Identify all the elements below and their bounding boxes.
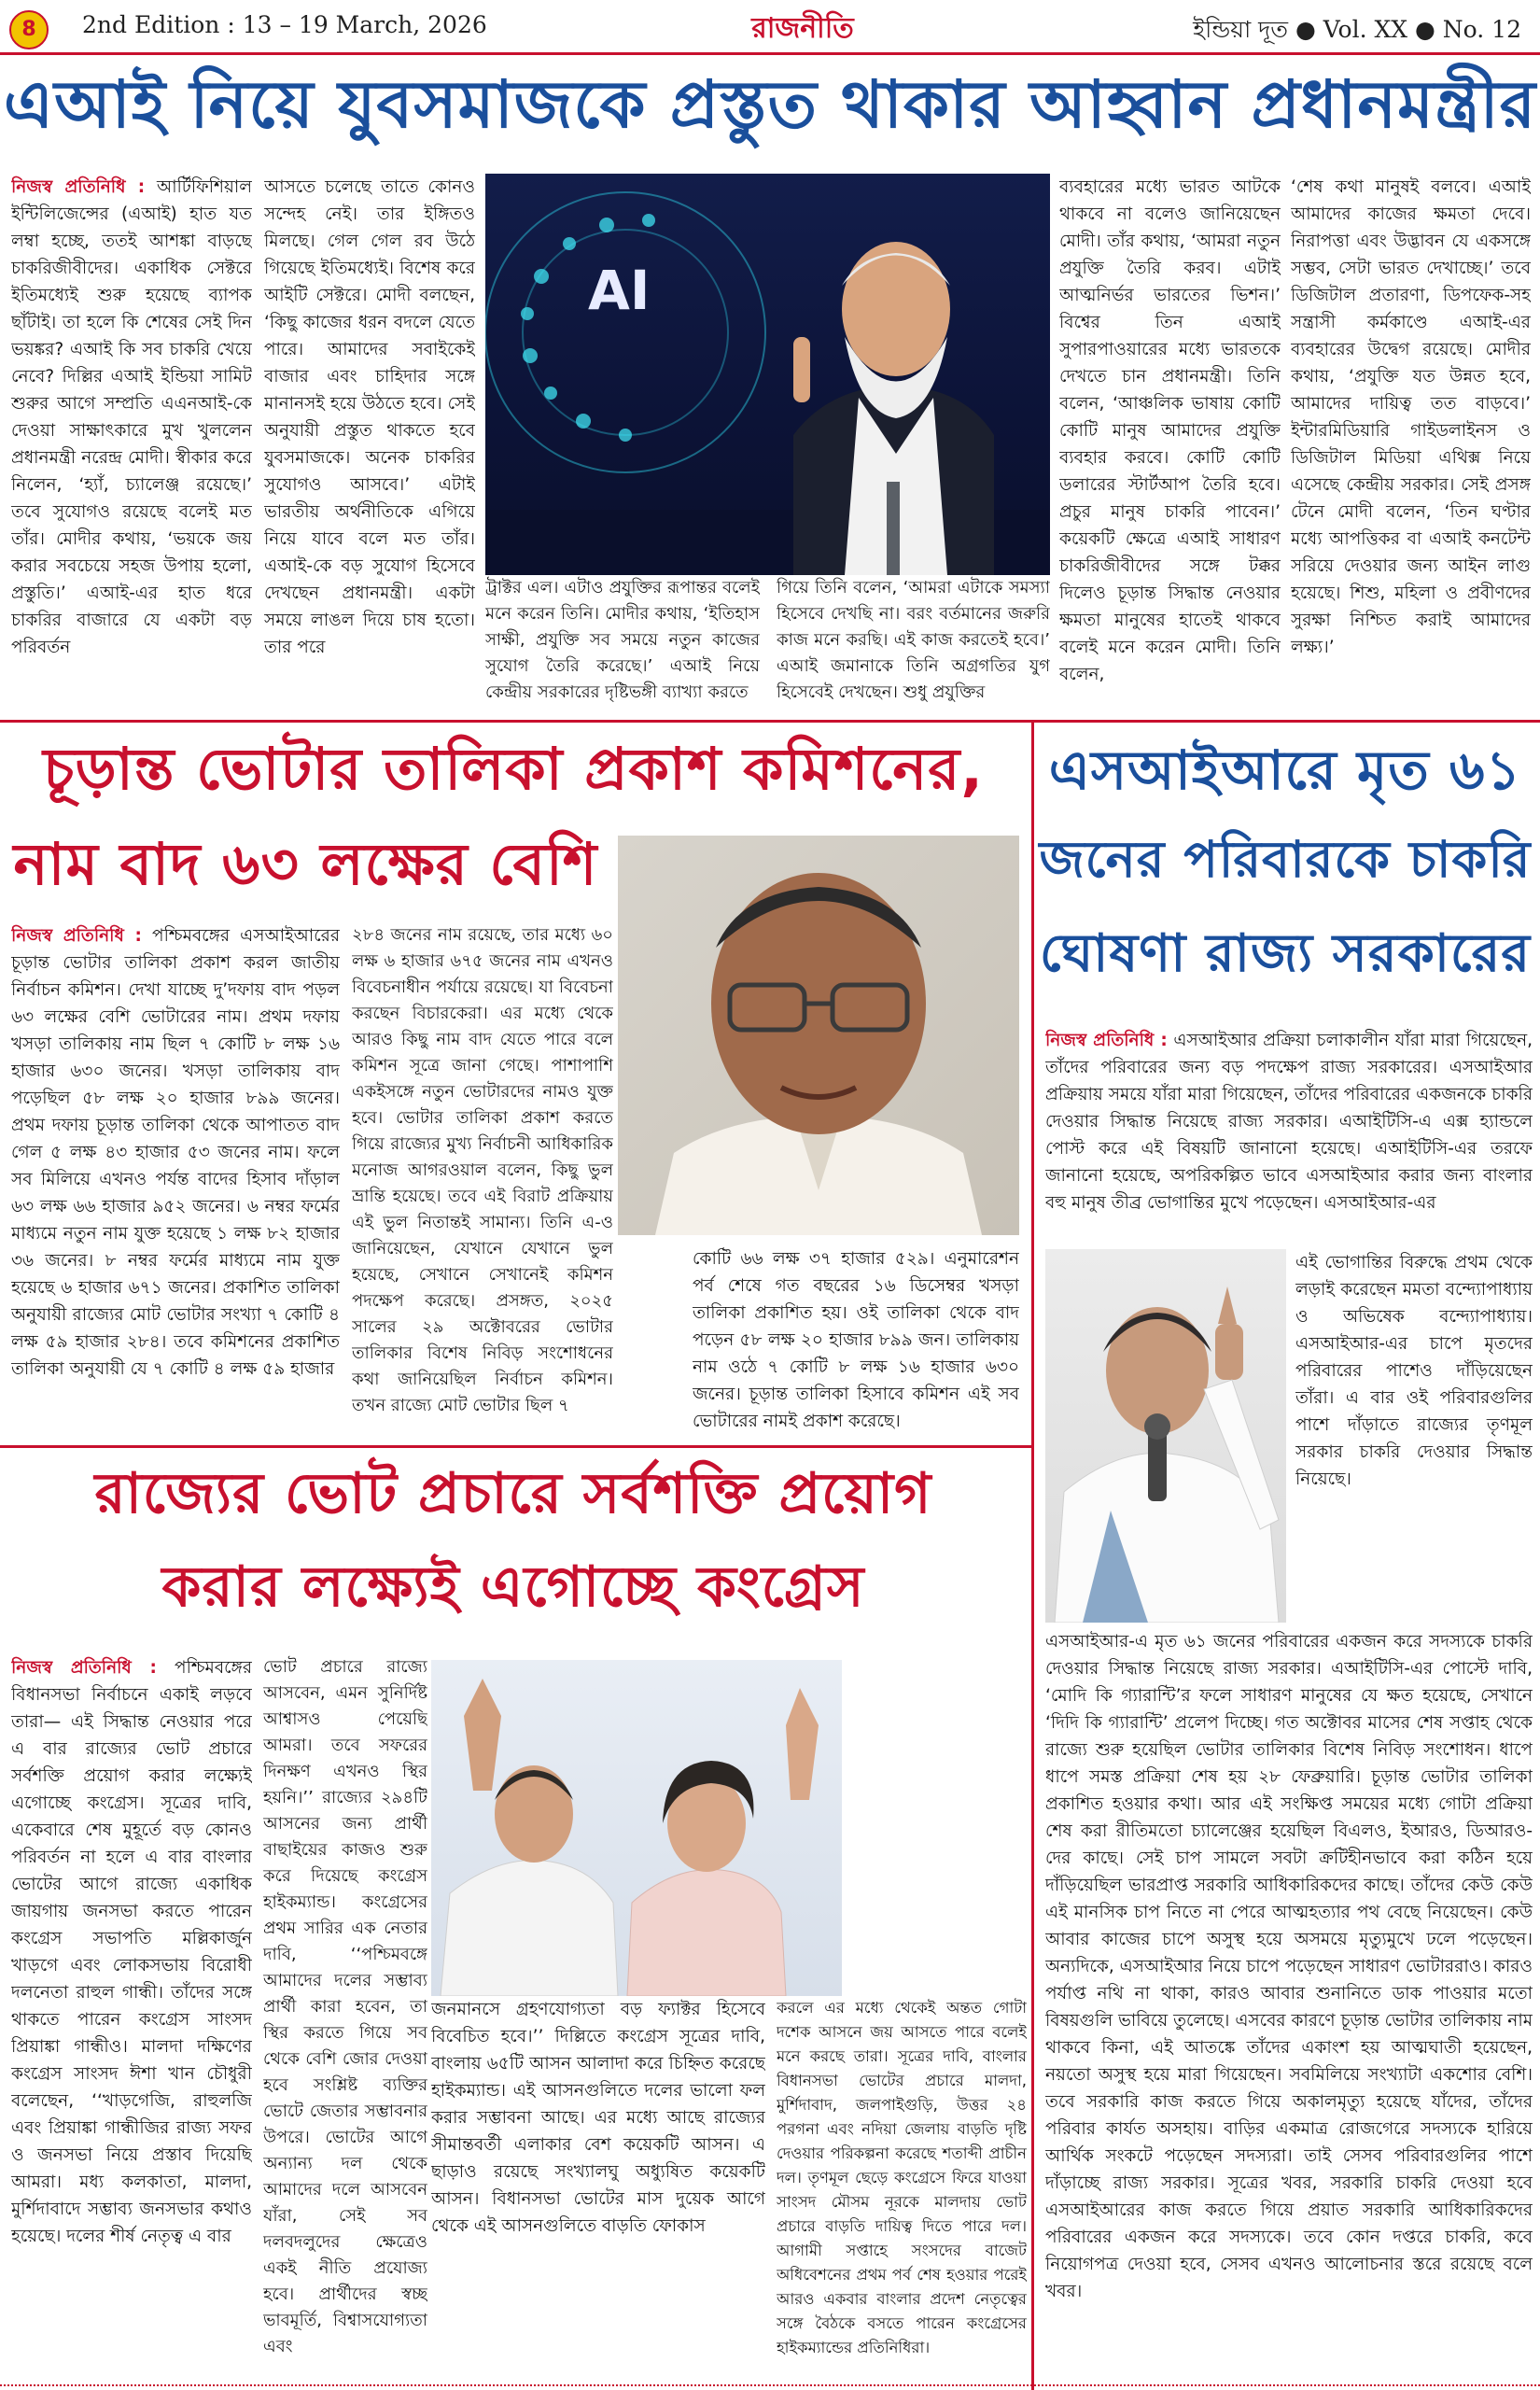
story3-headline-line3: ঘোষণা রাজ্য সরকারের [1039, 923, 1532, 984]
story2-headline-line2: নাম বাদ ৬৩ লক্ষের বেশি [13, 830, 598, 898]
story4-col4-top [851, 1660, 1027, 1996]
divider [0, 720, 1540, 723]
story2-photo-svg [618, 836, 1019, 1235]
story3-headline-line1: এসআইআরে মৃত ৬১ [1048, 738, 1522, 802]
bullet: ● [1295, 16, 1323, 43]
story2-col2: ২৮৪ জনের নাম রয়েছে, তার মধ্যে ৬০ লক্ষ ৬ হাজার ৬৭৫ জনের নাম এখনও বিবেচনাধীন পর্যায়ে রয়েছে। যা বিবেচনা করছেন বিচারকেরা। এর মধ্যে থেকে আরও কিছু নাম বাদ যেতে পারে বলে কমিশন সূত্রে জানা গেছে। পাশাপাশি একইসঙ্গে নতুন ভোটারদের নামও যুক্ত হবে। ভোটার তালিকা প্রকাশ করতে গিয়ে রাজ্যের মুখ্য নির্বাচনী আধিকারিক মনোজ আগরওয়াল বলেন, কিছু ভুল ভ্রান্তি হয়েছে। তবে এই বিরাট প্রক্রিয়ায় এই ভুল নিতান্তই সামান্য। তিনি এ-ও জানিয়েছেন, যেখানে যেখানে ভুল হয়েছে, সেখানে সেখানেই কমিশন পদক্ষেপ করেছে। প্রসঙ্গত, ২০২৫ সালের ২৯ অক্টোবরের ভোটার তালিকার বিশেষ নিবিড় সংশোধনের কথা জানিয়েছিল নির্বাচন কমিশন। তখন রাজ্যে মোট ভোটার ছিল ৭ [352, 925, 613, 1415]
section-title: রাজনীতি [751, 12, 854, 45]
story1-col4: গিয়ে তিনি বলেন, ‘আমরা এটাকে সমস্যা হিসেবে দেখছি না। বরং বর্তমানের জরুরি কাজ মনে করছি। এই কাজ করতেই হবে।’ এআই জমানাকে তিনি অগ্রগতির যুগ হিসেবেই দেখছেন। শুধু প্রযুক্তির [777, 578, 1050, 702]
masthead [0, 0, 1540, 52]
story4-col3: জনমানসে গ্রহণযোগ্যতা বড় ফ্যাক্টর হিসেবে বিবেচিত হবে।’’ দিল্লিতে কংগ্রেস সূত্রের দাবি, বাংলায় ৬৫টি আসন আলাদা করে চিহ্নিত করেছে হাইকম্যান্ড। এই আসনগুলিতে দলের ভালো ফল করার সম্ভাবনা আছে। এর মধ্যে আছে রাজ্যের সীমান্তবর্তী এলাকার বেশ কয়েকটি আসন। এ ছাড়াও রয়েছে সংখ্যালঘু অধ্যুষিত কয়েকটি আসন। বিধানসভা ভোটের মাস দুয়েক আগে থেকে এই আসনগুলিতে বাড়তি ফোকাস [431, 2000, 765, 2236]
paper-name: ইন্ডিয়া দূত [1193, 16, 1289, 43]
story3-headline-line2: জনের পরিবারকে চাকরি [1039, 830, 1532, 889]
story1-col2: আসতে চলেছে তাতে কোনও সন্দেহ নেই। তার ইঙ্গিতও মিলছে। গেল গেল রব উঠে গিয়েছে ইতিমধ্যেই। বিশেষ করে আইটি সেক্টরে। মোদী বলছেন, ‘কিছু কাজের ধরন বদলে যেতে পারে। আমাদের সবাইকেই বাজার এবং চাহিদার সঙ্গে মানানসই হয়ে উঠতে হবে। সেই অনুযায়ী প্রস্তুত থাকতে হবে যুবসমাজকে। অনেক চাকরির সুযোগও আসবে।’ এটাই ভারতীয় অর্থনীতিকে এগিয়ে নিয়ে যাবে বলে মত তাঁর। এআই-কে বড় সুযোগ হিসেবে দেখছেন প্রধানমন্ত্রী। একটা সময়ে লাঙল দিয়ে চাষ হতো। তার পরে [264, 177, 475, 657]
story3-rest: এসআইআর-এ মৃত ৬১ জনের পরিবারের একজন করে সদস্যকে চাকরি দেওয়ার সিদ্ধান্ত নিয়েছে রাজ্য সরকার। এআইটিসি-এর পোস্টে দাবি, ‘মোদি কি গ্যারান্টি’র ফলে সাধারণ মানুষের যে ক্ষত হয়েছে, সেখানে ‘দিদি কি গ্যারান্টি’ প্রলেপ দিচ্ছে। গত অক্টোবর মাসের শেষ সপ্তাহ থেকে রাজ্যে শুরু হয়েছিল ভোটার তালিকার বিশেষ নিবিড় সংশোধন। ধাপে ধাপে সমস্ত প্রক্রিয়া শেষ হয় ২৮ ফেব্রুয়ারি। চূড়ান্ত ভোটার তালিকা প্রকাশিত হওয়ার কথা। আর এই সংক্ষিপ্ত সময়ের মধ্যে গোটা প্রক্রিয়া শেষ করা রীতিমতো চ্যালেঞ্জের হয়েছিল বিএলও, ইআরও, ডিআরও-দের কাছে। সেই চাপ সামলে সবটা ক্রটিহীনভাবে করা কঠিন হয়ে দাঁড়িয়েছিল ভারপ্রাপ্ত সরকারি আধিকারিকদের কাছে। তাঁদের কেউ কেউ এই মানসিক চাপ নিতে না পেরে আত্মহত্যার পথ বেছে নিয়েছেন। কেউ আবার কাজের চাপে অসুস্থ হয়ে অসময়ে মৃত্যুমুখে ঢলে পড়েছেন। অন্যদিকে, এসআইআর নিয়ে চাপে পড়েছেন সাধারণ ভোটাররাও। কারও পর্যাপ্ত নথি না থাকা, কারও আবার শুনানিতে ডাক পাওয়ার মতো বিষয়গুলি ভাবিয়ে তুলেছে। এসবের কারণে চূড়ান্ত ভোটার তালিকায় নাম থাকবে কিনা, এই আতঙ্কে তাঁদের একাংশ হয় আত্মঘাতী হয়েছেন, নয়তো অসুস্থ হয়ে মারা গিয়েছেন। সবমিলিয়ে সংখ্যাটা একশোর বেশি। তবে সরকারি কাজ করতে গিয়ে অকালমৃত্যু হয়েছে যাঁদের, তাঁদের পরিবার কার্যত অসহায়। বাড়ির একমাত্র রোজগেরে সদস্যকে হারিয়ে আর্থিক সংকটে পড়েছেন সদস্যরা। তাই সেসব পরিবারগুলির পাশে দাঁড়াচ্ছে রাজ্য সরকার। সূত্রের খবর, সরকারি চাকরি দেওয়া হবে এসআইআরের কাজ করতে গিয়ে প্রয়াত সরকারি আধিকারিকদের পরিবারের একজন করে সদস্যকে। তবে কোন দপ্তরে চাকরি, কবে নিয়োগপত্র দেওয়া হবে, সেসব এখনও আলোচনার স্তরে রয়েছে বলে খবর। [1045, 1632, 1533, 2301]
story1-col6: ‘শেষ কথা মানুষই বলবে। এআই আমাদের কাজের ক্ষমতা দেবে। নিরাপত্তা এবং উদ্ভাবন যে একসঙ্গে সম্ভব, সেটা ভারত দেখাচ্ছে।’ তবে ডিজিটাল প্রতারণা, ডিপফেক-সহ সন্ত্রাসী কর্মকাণ্ডে এআই-এর ব্যবহারের উদ্বেগ রয়েছে। মোদীর কথায়, ‘প্রযুক্তি যত উন্নত হবে, আমাদের দায়িত্ব তত বাড়বে।’ ইন্টারমিডিয়ারি গাইডলাইনস ও ডিজিটাল মিডিয়া এথিক্স নিয়ে এসেছে কেন্দ্রীয় সরকার। সেই প্রসঙ্গ টেনে মোদী বলেন, ‘তিন ঘণ্টার মধ্যে আপত্তিকর বা এআই কনটেন্ট সরিয়ে দেওয়ার জন্য আইন লাগু হয়েছে। শিশু, মহিলা ও প্রবীণদের সুরক্ষা নিশ্চিত করাই আমাদের লক্ষ্য।’ [1291, 177, 1531, 657]
story3-photo [1045, 1249, 1286, 1623]
story1-col1-text: আর্টিফিশিয়াল ইন্টিলিজেন্সের (এআই) হাত যত লম্বা হচ্ছে, ততই আশঙ্কা বাড়ছে চাকরিজীবীদের। একাধিক সেক্টরে ইতিমধ্যেই শুরু হয়েছে ব্যাপক ছাঁটাই। তা হলে কি শেষের সেই দিন ভয়ঙ্কর? এআই কি সব চাকরি খেয়ে নেবে? দিল্লির এআই ইন্ডিয়া সামিট শুরুর আগে সম্প্রতি এএনআই-কে দেওয়া সাক্ষাৎকারে মুখ খুললেন প্রধানমন্ত্রী নরেন্দ্র মোদী। স্বীকার করে নিলেন, ‘হ্যাঁ, চ্যালেঞ্জ রয়েছে।’ তবে সুযোগও রয়েছে বলেই মত তাঁর। মোদীর কথায়, ‘ভয়কে জয় করার সবচেয়ে সহজ উপায় হলো, প্রস্তুতি।’ এআই-এর হাত ধরে চাকরির বাজারে যে একটা বড় পরিবর্তন [11, 177, 252, 657]
edition-line: 2nd Edition : 13 – 19 March, 2026 [82, 11, 487, 38]
story1-headline: এআই নিয়ে যুবসমাজকে প্রস্তুত থাকার আহ্বান প্রধানমন্ত্রীর [3, 66, 1537, 143]
story1-col1 [11, 174, 252, 710]
story3-photo-svg [1045, 1249, 1286, 1623]
story4-photo [431, 1660, 842, 1996]
issue: No. 12 [1442, 16, 1521, 43]
story2-col3: কোটি ৬৬ লক্ষ ৩৭ হাজার ৫২৯। এনুমারেশন পর্ব শেষে গত বছরের ১৬ ডিসেম্বর খসড়া তালিকা প্রকাশিত হয়। ওই তালিকা থেকে বাদ পড়েন ৫৮ লক্ষ ২০ হাজার ৮৯৯ জন। তালিকায় নাম ওঠে ৭ কোটি ৮ লক্ষ ১৬ হাজার ৬৩০ জনের। চূড়ান্ত তালিকা হিসাবে কমিশন এই সব ভোটারের নামই প্রকাশ করেছে। [693, 1249, 1019, 1431]
paper-info [1193, 11, 1521, 51]
story2-col1-text: পশ্চিমবঙ্গের এসআইআরের চূড়ান্ত ভোটার তালিকা প্রকাশ করল জাতীয় নির্বাচন কমিশন। দেখা যাচ্ছে দু’দফায় বাদ পড়ল ৬৩ লক্ষের বেশি ভোটারের নাম। প্রথম দফায় খসড়া তালিকায় নাম ছিল ৭ কোটি ৮ লক্ষ ১৬ হাজার ৬৩০ জনের। খসড়া তালিকায় বাদ পড়েছিল ৫৮ লক্ষ ২০ হাজার ৮৯৯ জনের। প্রথম দফায় চূড়ান্ত তালিকা থেকে আপাতত বাদ গেল ৫ লক্ষ ৪৩ হাজার ৫৩ জনের নাম। ফলে সব মিলিয়ে এখনও পর্যন্ত বাদের হিসাব দাঁড়াল ৬৩ লক্ষ ৬৬ হাজার ৯৫২ জনের। ৬ নম্বর ফর্মের মাধ্যমে নতুন নাম যুক্ত হয়েছে ১ লক্ষ ৮২ হাজার ৩৬ জনের। ৮ নম্বর ফর্মের মাধ্যমে নাম যুক্ত হয়েছে ৬ হাজার ৬৭১ জনের। প্রকাশিত তালিকা অনুযায়ী রাজ্যের মোট ভোটার সংখ্যা ৭ কোটি ৪ লক্ষ ৫৯ হাজার ২৮৪। তবে কমিশনের প্রকাশিত তালিকা অনুযায়ী যে ৭ কোটি ৪ লক্ষ ৫৯ হাজার [11, 926, 340, 1379]
story2-photo [618, 836, 1019, 1235]
story2-headline-line1: চূড়ান্ত ভোটার তালিকা প্রকাশ কমিশনের, [43, 735, 984, 803]
story1-photo [485, 174, 1050, 575]
story4-photo-svg [431, 1660, 842, 1996]
story1-col3: ট্রাক্টর এল। এটাও প্রযুক্তির রূপান্তর বলেই মনে করেন তিনি। মোদীর কথায়, ‘ইতিহাস সাক্ষী, প্রযুক্তি সব সময়ে নতুন কাজের সুযোগ তৈরি করেছে।’ এআই নিয়ে কেন্দ্রীয় সরকারের দৃষ্টিভঙ্গী ব্যাখ্যা করতে [485, 578, 760, 702]
svg-text:AI: AI [588, 259, 651, 322]
story3-lead-text: এসআইআর প্রক্রিয়া চলাকালীন যাঁরা মারা গিয়েছেন, তাঁদের পরিবারের জন্য বড় পদক্ষেপ রাজ্য সরকারের। এসআইআর প্রক্রিয়ায় সময়ে যাঁরা মারা গিয়েছেন, তাঁদের পরিবারের একজনকে চাকরি দেওয়ার সিদ্ধান্ত নিয়েছে রাজ্য সরকার। এআইটিসি-এ এক্স হ্যান্ডলে পোস্ট করে এই বিষয়টি জানানো হয়েছে। এআইটিসি-এর তরফে জানানো হয়েছে, অপরিকল্পিত ভাবে এসআইআর করার জন্য বাংলার বহু মানুষ তীব্র ভোগান্তির মুখে পড়েছেন। এসআইআর-এর [1045, 1031, 1533, 1213]
story4-headline-line1: রাজ্যের ভোট প্রচারে সর্বশক্তি প্রয়োগ [94, 1461, 932, 1526]
story3-lead [1045, 1027, 1533, 1244]
story4-headline-line2: করার লক্ষ্যেই এগোচ্ছে কংগ্রেস [161, 1554, 865, 1620]
story4-col1-text: পশ্চিমবঙ্গের বিধানসভা নির্বাচনে একাই লড়বে তারা— এই সিদ্ধান্ত নেওয়ার পরে এ বার রাজ্যের ভোট প্রচারে সর্বশক্তি প্রয়োগ করার লক্ষ্যেই এগোচ্ছে কংগ্রেস। সূত্রের দাবি, একেবারে শেষ মুহূর্তে বড় কোনও পরিবর্তন না হলে এ বার বাংলার ভোটের আগে রাজ্যে একাধিক জায়গায় জনসভা করতে পারেন কংগ্রেস সভাপতি মল্লিকার্জুন খাড়গে এবং লোকসভায় বিরোধী দলনেতা রাহুল গান্ধী। তাঁদের সঙ্গে থাকতে পারেন কংগ্রেস সাংসদ প্রিয়াঙ্কা গান্ধীও। মালদা দক্ষিণের কংগ্রেস সাংসদ ঈশা খান চৌধুরী বলেছেন, ‘‘খাড়গেজি, রাহুলজি এবং প্রিয়াঙ্কা গান্ধীজির রাজ্য সফর ও জনসভা নিয়ে প্রস্তাব দিয়েছি আমরা। মধ্য কলকাতা, মালদা, মুর্শিদাবাদে সম্ভাব্য জনসভার কথাও হয়েছে। দলের শীর্ষ নেতৃত্ব এ বার [11, 1658, 252, 2246]
byline: নিজস্ব প্রতিনিধি : [1045, 1031, 1168, 1050]
story1-photo-svg [485, 174, 1050, 575]
story4-col2: ভোট প্রচারে রাজ্যে আসবেন, এমন সুনির্দিষ্ট আশ্বাসও পেয়েছি আমরা। তবে সফরের দিনক্ষণ এখনও স্থির হয়নি।’’ রাজ্যের ২৯৪টি আসনের জন্য প্রার্থী বাছাইয়ের কাজও শুরু করে দিয়েছে কংগ্রেস হাইকম্যান্ড। কংগ্রেসের প্রথম সারির এক নেতার দাবি, ‘‘পশ্চিমবঙ্গে আমাদের দলের সম্ভাব্য প্রার্থী কারা হবেন, তা স্থির করতে গিয়ে সব থেকে বেশি জোর দেওয়া হবে সংশ্লিষ্ট ব্যক্তির ভোটে জেতার সম্ভাবনার উপরে। ভোটের আগে অন্যান্য দল থেকে আমাদের দলে আসবেন যাঁরা, সেই সব দলবদলুদের ক্ষেত্রেও একই নীতি প্রযোজ্য হবে। প্রার্থীদের স্বচ্ছ ভাবমূর্তি, বিশ্বাসযোগ্যতা এবং [263, 1657, 427, 2356]
bottom-border [0, 2384, 1540, 2386]
story3-beside: এই ভোগান্তির বিরুদ্ধে প্রথম থেকে লড়াই করেছেন মমতা বন্দ্যোপাধ্যায় ও অভিষেক বন্দ্যোপাধ্যায়। এসআইআর-এর চাপে মৃতদের পরিবারের পাশেও দাঁড়িয়েছেন তাঁরা। এ বার ওই পরিবারগুলির পাশে দাঁড়াতে রাজ্যের তৃণমূল সরকার চাকরি দেওয়ার সিদ্ধান্ত নিয়েছে। [1295, 1253, 1533, 1489]
divider [0, 1445, 1031, 1448]
story2-col1 [11, 922, 340, 1434]
vertical-divider [1031, 723, 1034, 2390]
story4-col4: করলে এর মধ্যে থেকেই অন্তত গোটা দশেক আসনে জয় আসতে পারে বলেই মনে করছে তারা। সূত্রের দাবি, বাংলার বিধানসভা ভোটের প্রচারে মালদা, মুর্শিদাবাদ, জলপাইগুড়ি, উত্তর ২৪ পরগনা এবং নদিয়া জেলায় বাড়তি দৃষ্টি দেওয়ার পরিকল্পনা করেছে শতাব্দী প্রাচীন দল। তৃণমূল ছেড়ে কংগ্রেসে ফিরে যাওয়া সাংসদ মৌসম নূরকে মালদায় ভোট প্রচারে বাড়তি দায়িত্ব দিতে পারে দল। আগামী সপ্তাহে সংসদের বাজেট অধিবেশনের প্রথম পর্ব শেষ হওয়ার পরেই আরও একবার বাংলার প্রদেশ নেতৃত্বের সঙ্গে বৈঠকে বসতে পারেন কংগ্রেসের হাইকম্যান্ডের প্রতিনিধিরা। [777, 1999, 1027, 2356]
byline: নিজস্ব প্রতিনিধি : [11, 1658, 157, 1678]
page-number-badge [9, 10, 49, 49]
byline: নিজস্ব প্রতিনিধি : [11, 926, 142, 946]
page-number: 8 [21, 18, 36, 41]
story4-col1 [11, 1654, 252, 2379]
byline: নিজস্ব প্রতিনিধি : [11, 177, 146, 197]
masthead-rule [0, 52, 1540, 55]
story1-col5: ব্যবহারের মধ্যে ভারত আটকে থাকবে না বলেও জানিয়েছেন মোদী। তাঁর কথায়, ‘আমরা নতুন প্রযুক্তি তৈরি করব। এটাই আত্মনির্ভর ভারতের ভিশন।’ বিশ্বের তিন এআই সুপারপাওয়ারের মধ্যে ভারতকে দেখতে চান প্রধানমন্ত্রী। তিনি বলেন, ‘আঞ্চলিক ভাষায় কোটি কোটি মানুষ আমাদের প্রযুক্তি ব্যবহার করবে। কোটি কোটি ডলারের স্টার্টআপ তৈরি হবে। প্রচুর মানুষ চাকরি পাবেন।’ কয়েকটি ক্ষেত্রে এআই সাধারণ চাকরিজীবীদের সঙ্গে টক্কর দিলেও চূড়ান্ত সিদ্ধান্ত নেওয়ার ক্ষমতা মানুষের হাতেই থাকবে বলেই মনে করেন মোদী। তিনি বলেন, [1059, 177, 1281, 684]
volume: Vol. XX [1323, 16, 1408, 43]
bullet: ● [1415, 16, 1443, 43]
